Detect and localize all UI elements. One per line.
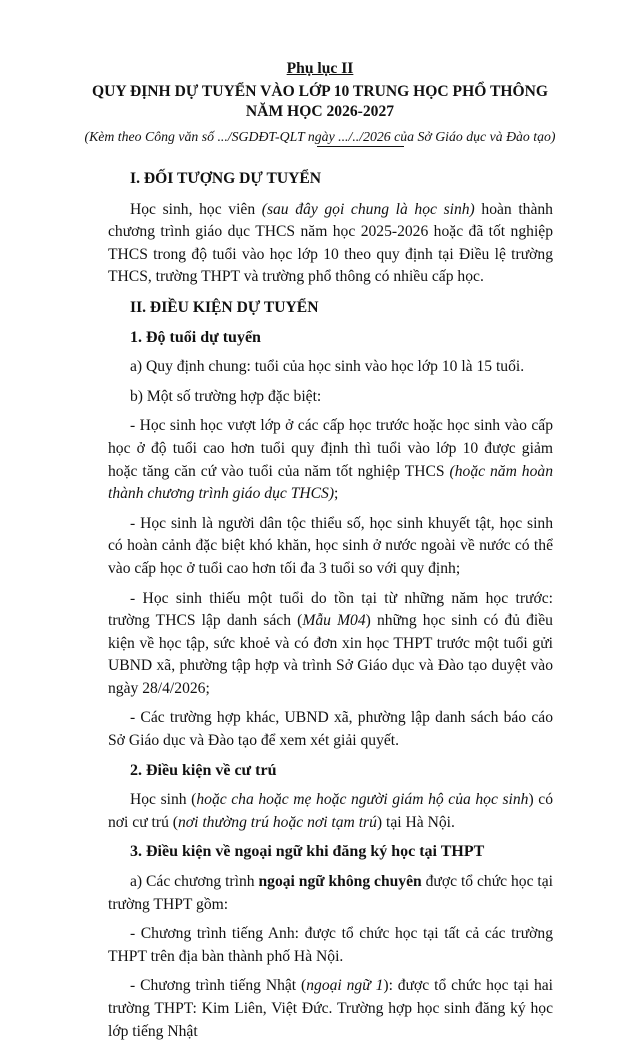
age-rule-special: b) Một số trường hợp đặc biệt: [130, 387, 322, 405]
reference-note: (Kèm theo Công văn số .../SGDĐT-QLT ngày .../../2026 của Sở Giáo dục và Đào tạo) [84, 129, 556, 144]
title-line-1: QUY ĐỊNH DỰ TUYỂN VÀO LỚP 10 TRUNG HỌC PHỔ THÔNG [91, 83, 549, 100]
age-case-3: - Học sinh thiếu một tuổi do tồn tại từ những năm học trước: trường THCS lập danh sách (Mẫu M04) những học sinh có đủ điều kiện về học tập, sức khoẻ và có đơn xin học THPT trước một tuổi gửi UBND xã, phường tập hợp và trình Sở Giáo dục và Đào tạo duyệt vào ngày 28/4/2026; [108, 589, 553, 697]
section-2-heading: II. ĐIỀU KIỆN DỰ TUYỂN [130, 298, 319, 316]
language-programs: a) Các chương trình ngoại ngữ không chuyên được tổ chức học tại trường THPT gồm: [108, 873, 553, 913]
subsection-1-heading: 1. Độ tuổi dự tuyển [130, 328, 261, 346]
title-line-2: NĂM HỌC 2026-2027 [245, 103, 395, 120]
document-body [108, 168, 553, 1043]
age-case-4: - Các trường hợp khác, UBND xã, phường lập danh sách báo cáo Sở Giáo dục và Đào tạo để xem xét giải quyết. [108, 709, 553, 750]
document-title [40, 82, 600, 122]
age-case-2: - Học sinh là người dân tộc thiểu số, học sinh khuyết tật, học sinh có hoàn cảnh đặc biệt khó khăn, học sinh ở nước ngoài về nước có thể vào cấp học ở tuổi cao hơn tối đa 3 tuổi so với quy định; [108, 514, 553, 577]
residence-paragraph: Học sinh (hoặc cha hoặc mẹ hoặc người giám hộ của học sinh) có nơi cư trú (nơi thường trú hoặc nơi tạm trú) tại Hà Nội. [108, 791, 553, 831]
section-1-heading: I. ĐỐI TƯỢNG DỰ TUYỂN [130, 170, 322, 187]
subsection-3-heading: 3. Điều kiện về ngoại ngữ khi đăng ký học tại THPT [130, 843, 485, 861]
age-rule-general: a) Quy định chung: tuổi của học sinh vào học lớp 10 là 15 tuổi. [130, 358, 525, 376]
japanese-program: - Chương trình tiếng Nhật (ngoại ngữ 1): được tổ chức học tại hai trường THPT: Kim Liên, Việt Đức. Trường hợp học sinh đăng ký học lớp tiếng Nhật [108, 977, 553, 1040]
english-program: - Chương trình tiếng Anh: được tổ chức học tại tất cả các trường THPT trên địa bàn thành phố Hà Nội. [108, 925, 553, 965]
annex-label: Phụ lục II [286, 60, 354, 77]
subsection-2-heading: 2. Điều kiện về cư trú [130, 761, 277, 779]
reference-underline [317, 146, 404, 147]
section-1-paragraph: Học sinh, học viên (sau đây gọi chung là học sinh) hoàn thành chương trình giáo dục THCS năm học 2025-2026 hoặc đã tốt nghiệp THCS trong độ tuổi vào học lớp 10 theo quy định tại Điều lệ trường THCS, trường THPT và trường phổ thông có nhiều cấp học. [108, 200, 553, 286]
age-case-1: - Học sinh học vượt lớp ở các cấp học trước hoặc học sinh vào cấp học ở độ tuổi cao hơn tuổi quy định thì tuổi vào lớp 10 được giảm hoặc tăng căn cứ vào tuổi của năm tốt nghiệp THCS (hoặc năm hoàn thành chương trình giáo dục THCS); [108, 417, 553, 503]
